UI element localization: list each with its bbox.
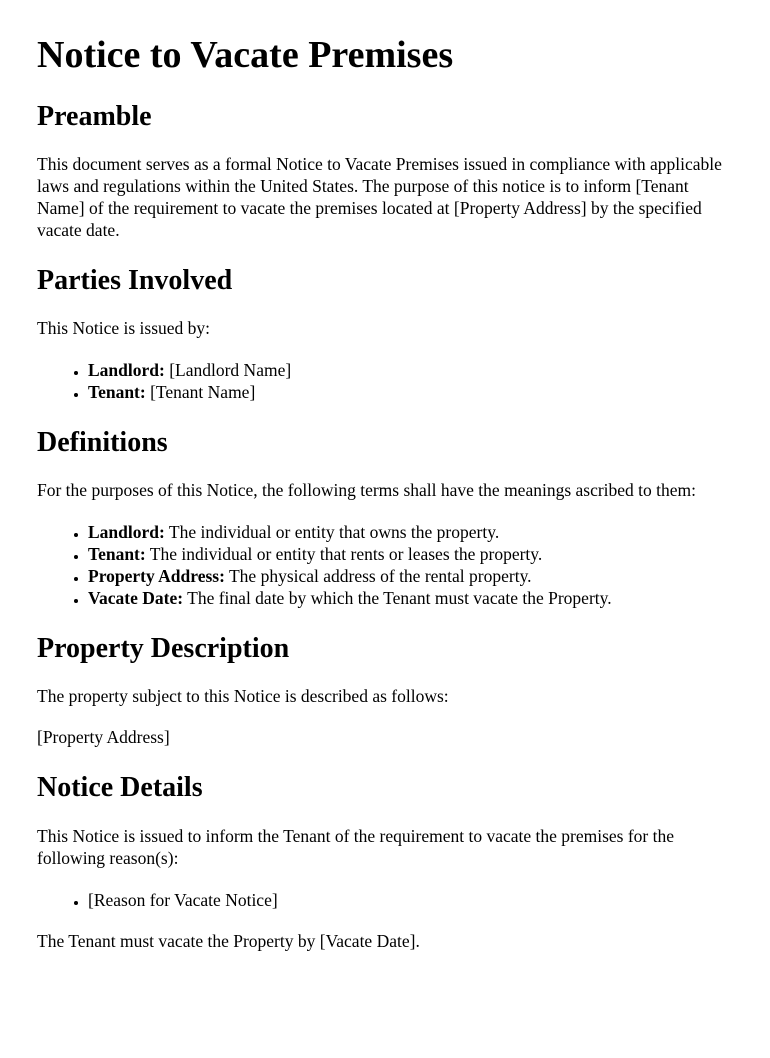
list-item-value: The final date by which the Tenant must vacate the Property. xyxy=(183,588,612,609)
property-section xyxy=(37,633,730,748)
definitions-heading: Definitions xyxy=(37,427,168,459)
parties-list xyxy=(37,359,730,403)
list-item xyxy=(88,359,730,381)
list-item-value: The individual or entity that rents or leases the property. xyxy=(145,544,543,565)
list-item-value: [Tenant Name] xyxy=(145,382,256,403)
parties-section xyxy=(37,265,730,403)
list-item xyxy=(88,587,730,609)
preamble-section xyxy=(37,101,730,241)
definitions-list xyxy=(37,521,730,609)
preamble-text: This document serves as a formal Notice to Vacate Premises issued in compliance with applicable laws and regulations within the United States. The purpose of this notice is to inform [Tenant Name] of the requirement to vacate the premises located at [Property Address] by the specified vacate date. xyxy=(37,153,722,240)
list-item-value: The physical address of the rental property. xyxy=(224,566,532,587)
list-item-term: Landlord: xyxy=(88,360,165,381)
property-heading: Property Description xyxy=(37,633,290,665)
definitions-intro: For the purposes of this Notice, the following terms shall have the meanings ascribed to them: xyxy=(37,480,697,501)
list-item xyxy=(88,543,730,565)
parties-intro: This Notice is issued by: xyxy=(37,318,211,339)
reasons-list xyxy=(37,889,730,911)
list-item-value: [Landlord Name] xyxy=(164,360,292,381)
list-item-value: The individual or entity that owns the property. xyxy=(164,522,500,543)
list-item-term: Property Address: xyxy=(88,566,225,587)
list-item xyxy=(88,381,730,403)
list-item xyxy=(88,565,730,587)
property-address: [Property Address] xyxy=(37,727,170,748)
definitions-section xyxy=(37,427,730,609)
list-item-term: Vacate Date: xyxy=(88,588,184,609)
document-page xyxy=(0,34,770,952)
notice-section xyxy=(37,772,730,951)
preamble-heading: Preamble xyxy=(37,100,152,132)
document-title: Notice to Vacate Premises xyxy=(37,34,454,76)
list-item xyxy=(88,521,730,543)
list-item-term: Tenant: xyxy=(88,382,146,403)
list-item: • [Reason for Vacate Notice] xyxy=(88,889,730,911)
list-item-term: Tenant: xyxy=(88,544,146,565)
parties-heading: Parties Involved xyxy=(37,264,233,296)
list-item-term: Landlord: xyxy=(88,522,165,543)
notice-heading: Notice Details xyxy=(37,772,203,804)
notice-intro: This Notice is issued to inform the Tenant of the requirement to vacate the premises for the following reason(s): xyxy=(37,825,675,868)
notice-closing: The Tenant must vacate the Property by [Vacate Date]. xyxy=(37,930,420,951)
property-intro: The property subject to this Notice is described as follows: xyxy=(37,686,449,707)
